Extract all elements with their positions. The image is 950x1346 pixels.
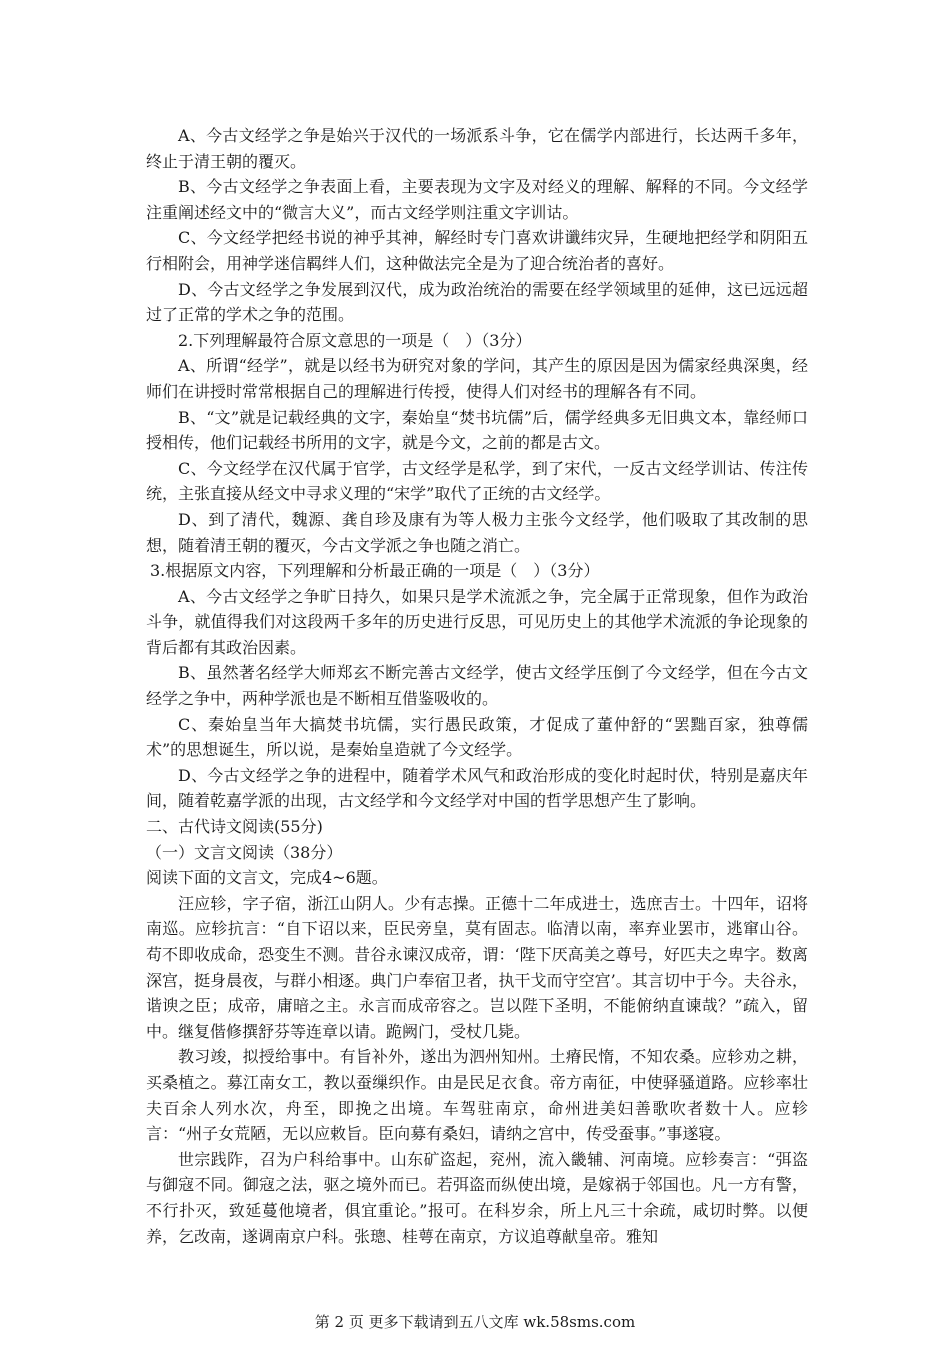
section-heading: 二、古代诗文阅读(55分): [146, 817, 323, 837]
page-footer: 第 2 页 更多下载请到五八文库 wk.58sms.com: [314, 1313, 636, 1331]
q1-option-a: A、今古文经学之争是始兴于汉代的一场派系斗争，它在儒学内部进行，长达两千多年，终止于清王朝的覆灭。: [146, 126, 808, 171]
passage-paragraph-3: 世宗践阼，召为户科给事中。山东矿盗起，兖州，流入畿辅、河南境。应轸奏言：“弭盗与御寇不同。御寇之法，驱之境外而已。若弭盗而纵使出境，是嫁祸于邻国也。凡一方有警，不行扑灭，致延蔓他境者，俱宜重论。”报可。在科岁余，所上凡三十余疏，咸切时弊。以便养，乞改南，遂调南京户科。张璁、桂萼在南京，方议追尊献皇帝。雅知: [146, 1149, 808, 1246]
q3-option-c: C、秦始皇当年大搞焚书坑儒，实行愚民政策，才促成了董仲舒的“罢黜百家，独尊儒术”的思想诞生，所以说，是秦始皇造就了今文经学。: [146, 714, 808, 760]
q2-option-a: A、所谓“经学”，就是以经书为研究对象的学问，其产生的原因是因为儒家经典深奥，经师们在讲授时常常根据自己的理解进行传授，使得人们对经书的理解各有不同。: [146, 356, 808, 401]
q1-option-c: C、今文经学把经书说的神乎其神，解经时专门喜欢讲谶纬灾异，生硬地把经学和阴阳五行相附会，用神学迷信羁绊人们，这种做法完全是为了迎合统治者的喜好。: [146, 228, 808, 273]
reading-instruction: 阅读下面的文言文，完成4~6题。: [146, 868, 388, 888]
q3-option-b: B、虽然著名经学大师郑玄不断完善古文经学，使古文经学压倒了今文经学，但在今古文经学之争中，两种学派也是不断相互借鉴吸收的。: [146, 663, 808, 709]
q1-option-d: D、今古文经学之争发展到汉代，成为政治统治的需要在经学领域里的延伸，这已远远超过了正常的学术之争的范围。: [146, 279, 808, 325]
q3-stem: 3.根据原文内容，下列理解和分析最正确的一项是（ ）（3分）: [150, 561, 600, 581]
passage-paragraph-1: 汪应轸，字子宿，浙江山阴人。少有志操。正德十二年成进士，选庶吉士。十四年，诏将南巡。应轸抗言：“自下诏以来，臣民旁皇，莫有固志。临清以南，率弃业罢市，逃窜山谷。苟不即收成命，恐变生不测。昔谷永谏汉成帝，谓：‘陛下厌高美之尊号，好匹夫之卑字。数离深宫，挺身晨夜，与群小相逐。典门户奉宿卫者，执干戈而守空宫’。其言切中于今。夫谷永，谐谀之臣；成帝，庸暗之主。永言而成帝容之。岂以陛下圣明，不能俯纳直谏哉？”疏入，留中。继复偕修撰舒芬等连章以请。跪阙门，受杖几毙。: [146, 893, 808, 1041]
q1-option-b: B、今古文经学之争表面上看，主要表现为文字及对经义的理解、解释的不同。今文经学注重阐述经文中的“微言大义”，而古文经学则注重文字训诂。: [146, 177, 808, 222]
q3-option-a: A、今古文经学之争旷日持久，如果只是学术流派之争，完全属于正常现象，但作为政治斗争，就值得我们对这段两千多年的历史进行反思，可见历史上的其他学术流派的争论现象的背后都有其政治因素。: [146, 586, 808, 657]
q3-option-d: D、今古文经学之争的进程中，随着学术风气和政治形成的变化时起时伏，特别是嘉庆年间，随着乾嘉学派的出现，古文经学和今文经学对中国的哲学思想产生了影响。: [146, 765, 808, 811]
section-subheading: （一）文言文阅读（38分）: [146, 842, 343, 862]
q2-option-b: B、“文”就是记载经典的文字，秦始皇“焚书坑儒”后，儒学经典多无旧典文本，靠经师口授相传，他们记载经书所用的文字，就是今文，之前的都是古文。: [146, 407, 808, 453]
q2-option-c: C、今文经学在汉代属于官学，古文经学是私学，到了宋代，一反古文经学训诂、传注传统，主张直接从经文中寻求义理的“宋学”取代了正统的古文经学。: [146, 458, 808, 504]
q2-option-d: D、到了清代，魏源、龚自珍及康有为等人极力主张今文经学，他们吸取了其改制的思想，随着清王朝的覆灭，今古文学派之争也随之消亡。: [146, 509, 808, 555]
page-content: [146, 123, 808, 1249]
q2-stem: 2.下列理解最符合原文意思的一项是（ ）（3分）: [178, 330, 532, 350]
passage-paragraph-2: 教习竣，拟授给事中。有旨补外，遂出为泗州知州。土瘠民惰，不知农桑。应轸劝之耕，买桑植之。募江南女工，教以蚕缫织作。由是民足衣食。帝方南征，中使驿骚道路。应轸率壮夫百余人列水次，舟至，即挽之出境。车驾驻南京，命州进美妇善歌吹者数十人。应轸言：“州子女荒陋，无以应敕旨。臣向募有桑妇，请纳之宫中，传受蚕事。”事遂寝。: [146, 1047, 808, 1144]
